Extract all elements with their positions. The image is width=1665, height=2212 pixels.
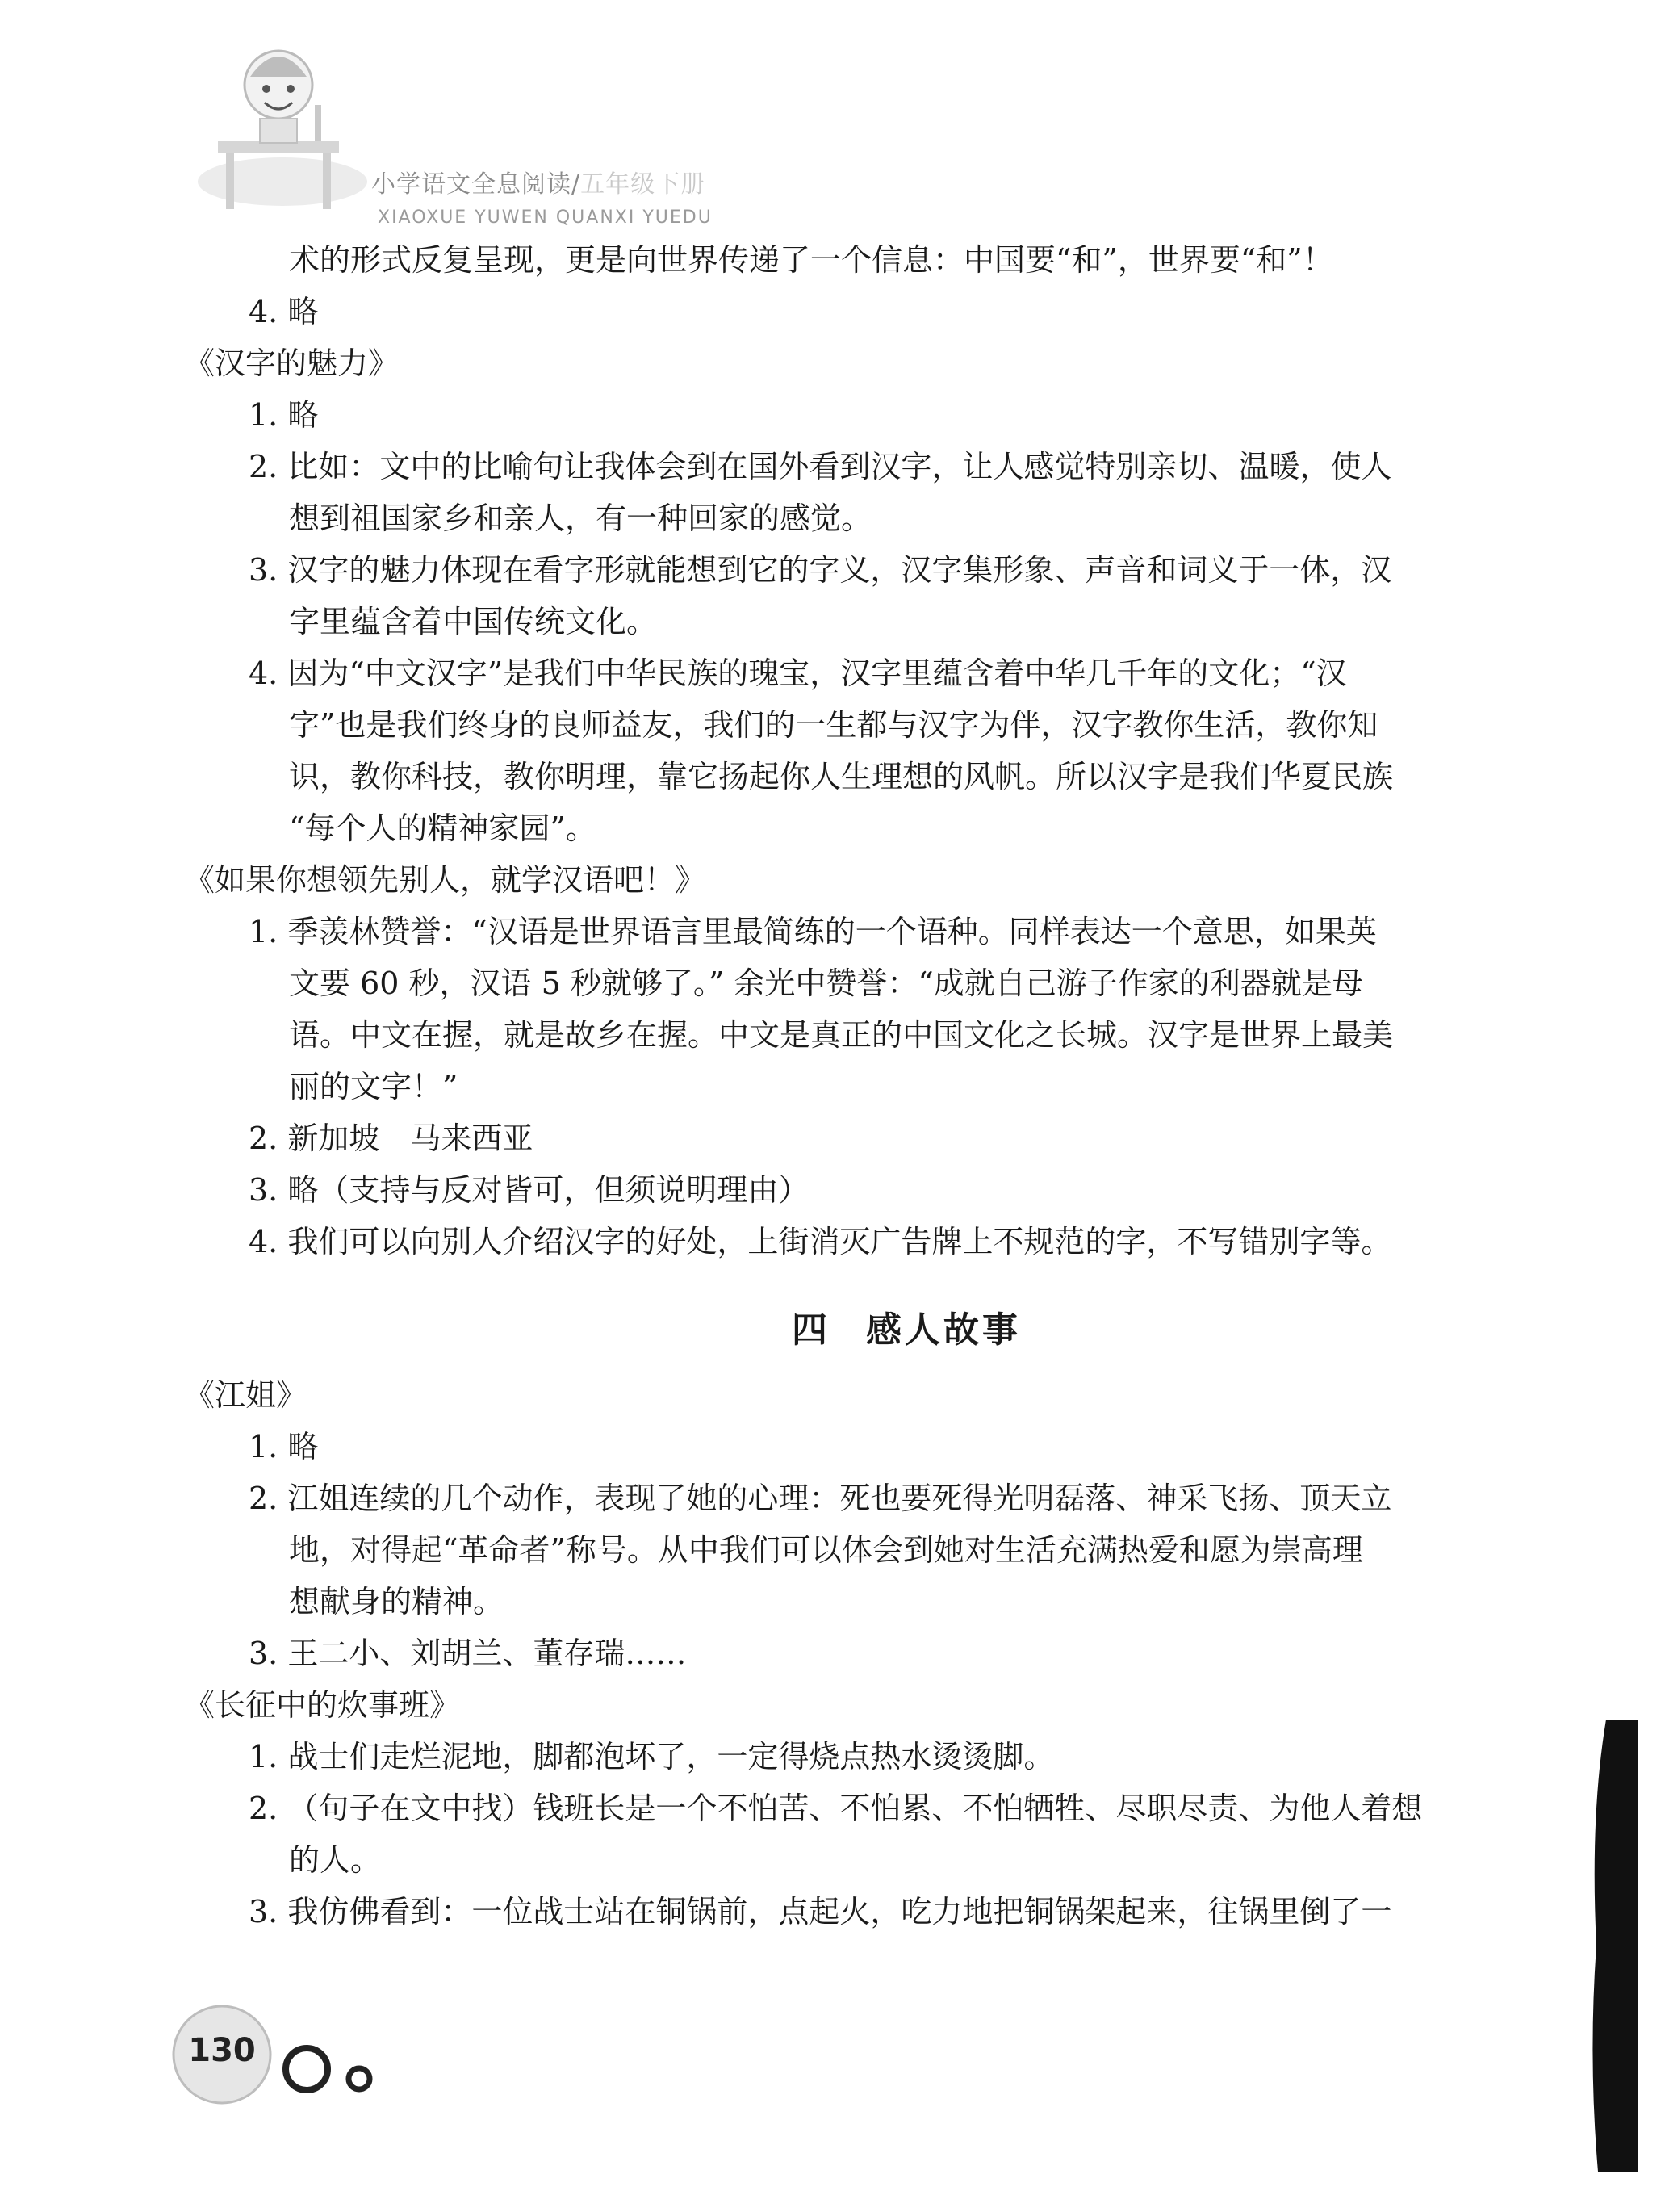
- child-reading-at-desk-icon: [186, 20, 371, 222]
- series-pinyin: XIAOXUE YUWEN QUANXI YUEDU: [378, 207, 713, 228]
- answer-block-1: [184, 234, 1508, 1267]
- text-line: 4. 我们可以向别人介绍汉字的好处，上街消灭广告牌上不规范的字，不写错别字等。: [249, 1224, 1392, 1259]
- text-line: 2. 新加坡 马来西亚: [249, 1121, 533, 1156]
- text-line: 识，教你科技，教你明理，靠它扬起你人生理想的风帆。所以汉字是我们华夏民族: [289, 759, 1394, 794]
- text-line: 想献身的精神。: [289, 1584, 504, 1619]
- text-line: 文要 60 秒，汉语 5 秒就够了。” 余光中赞誉：“成就自己游子作家的利器就是母: [289, 966, 1363, 1001]
- text-line: 3. 我仿佛看到：一位战士站在铜锅前，点起火，吃力地把铜锅架起来，往锅里倒了一: [249, 1894, 1392, 1929]
- text-line: 3. 王二小、刘胡兰、董存瑞……: [249, 1636, 687, 1671]
- answer-block-2: [184, 1369, 1508, 1938]
- series-title-main: 小学语文全息阅读/: [371, 170, 581, 199]
- text-line: 2. 比如：文中的比喻句让我体会到在国外看到汉字，让人感觉特别亲切、温暖，使人: [249, 449, 1392, 484]
- text-line: 《长征中的炊事班》: [184, 1687, 461, 1723]
- text-line: 3. 汉字的魅力体现在看字形就能想到它的字义，汉字集形象、声音和词义于一体，汉: [249, 552, 1392, 588]
- answer-content: [184, 234, 1508, 1938]
- text-line: 《如果你想领先别人，就学汉语吧！》: [184, 862, 706, 898]
- text-line: 《江姐》: [184, 1377, 307, 1413]
- page-number: 130: [188, 2032, 256, 2069]
- text-line: 《汉字的魅力》: [184, 346, 400, 381]
- text-line: 1. 略: [249, 1429, 319, 1464]
- text-line: 1. 季羡林赞誉：“汉语是世界语言里最简练的一个语种。同样表达一个意思，如果英: [249, 914, 1377, 949]
- text-line: 术的形式反复呈现，更是向世界传递了一个信息：中国要“和”，世界要“和”！: [289, 242, 1333, 278]
- text-line: 2. 江姐连续的几个动作，表现了她的心理：死也要死得光明磊落、神采飞扬、顶天立: [249, 1481, 1392, 1516]
- text-line: 想到祖国家乡和亲人，有一种回家的感觉。: [289, 501, 872, 536]
- text-line: 丽的文字！”: [289, 1069, 458, 1104]
- text-line: “每个人的精神家园”。: [289, 811, 596, 846]
- section-title: 感人故事: [866, 1309, 1021, 1351]
- series-title: [371, 164, 705, 199]
- section-number: 四: [792, 1309, 830, 1351]
- text-line: 4. 因为“中文汉字”是我们中华民族的瑰宝，汉字里蕴含着中华几千年的文化；“汉: [249, 656, 1347, 691]
- scan-edge-shadow: [1582, 1720, 1638, 2172]
- series-subtitle: 五年级下册: [580, 170, 706, 199]
- text-line: 1. 战士们走烂泥地，脚都泡坏了，一定得烧点热水烫烫脚。: [249, 1739, 1055, 1774]
- text-line: 3. 略（支持与反对皆可，但须说明理由）: [249, 1172, 809, 1208]
- text-line: 地，对得起“革命者”称号。从中我们可以体会到她对生活充满热爱和愿为崇高理: [289, 1532, 1363, 1568]
- page-header: [186, 20, 751, 230]
- text-line: 的人。: [289, 1842, 382, 1878]
- text-line: 字里蕴含着中国传统文化。: [289, 604, 658, 639]
- text-line: 语。中文在握，就是故乡在握。中文是真正的中国文化之长城。汉字是世界上最美: [289, 1017, 1394, 1053]
- text-line: 2. （句子在文中找）钱班长是一个不怕苦、不怕累、不怕牺牲、尽职尽责、为他人着想: [249, 1791, 1423, 1826]
- text-line: 1. 略: [249, 397, 319, 433]
- page-footer: [165, 1998, 408, 2095]
- section-heading: [184, 1305, 1508, 1356]
- text-line: 4. 略: [249, 294, 319, 329]
- text-line: 字”也是我们终身的良师益友，我们的一生都与汉字为伴，汉字教你生活，教你知: [289, 707, 1378, 743]
